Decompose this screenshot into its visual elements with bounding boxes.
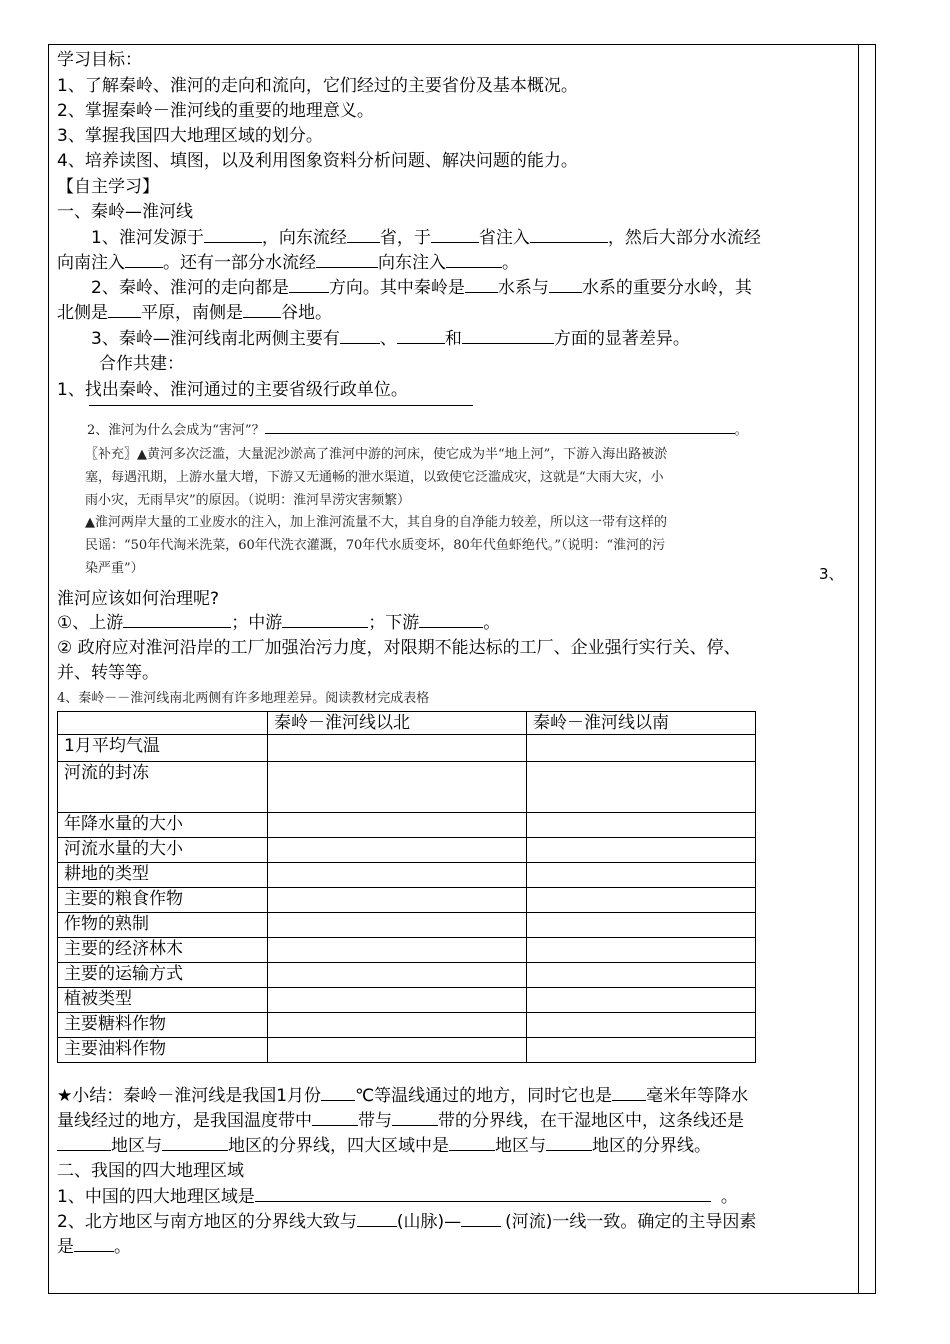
self-study-heading: 【自主学习】 (57, 177, 159, 197)
table-row (58, 988, 756, 1013)
section2-q2-line2: 是 。 (57, 1237, 131, 1257)
blank[interactable] (289, 276, 329, 293)
summary-line-1: ★小结：秦岭－淮河线是我国1月份 ℃等温线通过的地方，同时它也是 毫米年等降水 (57, 1086, 749, 1106)
answer-cell[interactable] (527, 863, 756, 888)
table-row (58, 1013, 756, 1038)
table-row (58, 888, 756, 913)
comparison-table (57, 711, 756, 1063)
cooperate-q1: 1、找出秦岭、淮河通过的主要省级行政单位。 (57, 380, 408, 400)
row-label: 植被类型 (58, 988, 268, 1013)
section2-title: 二、我国的四大地理区域 (57, 1161, 244, 1181)
blank[interactable] (312, 1109, 358, 1126)
table-row (58, 963, 756, 988)
answer-cell[interactable] (268, 813, 527, 838)
blank[interactable] (340, 327, 380, 344)
answer-cell[interactable] (527, 1038, 756, 1063)
table-header-cell (58, 712, 268, 735)
supplement-line-6: 染严重”） (85, 561, 144, 576)
answer-cell[interactable] (268, 1013, 527, 1038)
table-row (58, 838, 756, 863)
blank[interactable] (204, 226, 262, 243)
row-label: 主要糖料作物 (58, 1013, 268, 1038)
blank[interactable] (162, 1134, 228, 1151)
blank[interactable] (462, 327, 554, 344)
table-header-row (58, 712, 756, 735)
blank[interactable] (431, 226, 479, 243)
summary-line-3: 地区与 地区的分界线，四大区域中是 地区与 地区的分界线。 (57, 1134, 711, 1158)
row-label: 作物的熟制 (58, 913, 268, 938)
answer-cell[interactable] (527, 735, 756, 762)
blank[interactable] (549, 276, 582, 293)
cooperate-q3-2: ② 政府应对淮河沿岸的工厂加强治污力度，对限期不能达标的工厂、企业强行实行关、停、 (57, 638, 741, 658)
answer-cell[interactable] (268, 762, 527, 813)
blank[interactable] (546, 1134, 592, 1151)
cooperate-q3-2-cont: 并、转等等。 (57, 663, 159, 683)
row-label: 主要油料作物 (58, 1038, 268, 1063)
objective-3: 3、掌握我国四大地理区域的划分。 (57, 126, 323, 146)
answer-line[interactable] (89, 405, 473, 406)
cooperate-q3: 淮河应该如何治理呢? (57, 589, 220, 609)
row-label: 年降水量的大小 (58, 813, 268, 838)
answer-cell[interactable] (268, 863, 527, 888)
blank[interactable] (321, 1084, 355, 1101)
table-row (58, 1038, 756, 1063)
row-label: 主要的运输方式 (58, 963, 268, 988)
section2-q1: 1、中国的四大地理区域是 。 (57, 1187, 738, 1207)
blank[interactable] (74, 1235, 114, 1252)
table-row (58, 913, 756, 938)
answer-cell[interactable] (527, 888, 756, 913)
blank[interactable] (123, 611, 231, 628)
answer-cell[interactable] (268, 913, 527, 938)
answer-cell[interactable] (268, 963, 527, 988)
table-row (58, 813, 756, 838)
blank[interactable] (357, 1210, 397, 1227)
cooperate-title: 合作共建： (99, 354, 184, 374)
answer-cell[interactable] (268, 938, 527, 963)
table-row (58, 938, 756, 963)
answer-cell[interactable] (527, 938, 756, 963)
answer-cell[interactable] (527, 1013, 756, 1038)
section1-q1-line1: 1、淮河发源于 ，向东流经 省，于 省注入 ，然后大部分水流经 (91, 228, 761, 248)
table-row (58, 863, 756, 888)
section1-q1-line2: 向南注入 。还有一部分水流经 向东注入 。 (57, 253, 519, 273)
answer-cell[interactable] (268, 888, 527, 913)
section2-q2-line1: 2、北方地区与南方地区的分界线大致与 (山脉)— (河流)一线一致。确定的主导因素 (57, 1212, 757, 1232)
blank[interactable] (392, 1109, 438, 1126)
table-row (58, 762, 756, 813)
row-label: 耕地的类型 (58, 863, 268, 888)
section1-q3: 3、秦岭—淮河线南北两侧主要有 、 和 方面的显著差异。 (91, 329, 690, 349)
section1-title: 一、秦岭—淮河线 (57, 202, 193, 222)
blank[interactable] (446, 251, 502, 268)
objective-2: 2、掌握秦岭－淮河线的重要的地理意义。 (57, 101, 374, 121)
answer-cell[interactable] (527, 813, 756, 838)
blank[interactable] (265, 420, 735, 434)
answer-cell[interactable] (268, 838, 527, 863)
blank[interactable] (57, 1134, 111, 1151)
cooperate-q2: 2、淮河为什么会成为“害河”？ 。 (87, 420, 748, 442)
answer-cell[interactable] (268, 1038, 527, 1063)
blank[interactable] (282, 611, 368, 628)
supplement-line-5: 民谣：“50年代淘米洗菜，60年代洗衣灌溉，70年代水质变坏，80年代鱼虾绝代。”（说明：“淮河的污 (85, 538, 666, 553)
supplement-line-1: 〖补充〗▲黄河多次泛滥，大量泥沙淤高了淮河中游的河床，使它成为半“地上河”，下游入海出路被淤 (85, 447, 668, 462)
margin-column-line (858, 44, 859, 1294)
blank[interactable] (316, 251, 378, 268)
blank[interactable] (347, 226, 380, 243)
cooperate-q3-1: ①、上游 ；中游 ；下游 。 (57, 613, 501, 633)
row-label: 主要的粮食作物 (58, 888, 268, 913)
blank[interactable] (397, 327, 445, 344)
answer-cell[interactable] (268, 735, 527, 762)
answer-cell[interactable] (527, 963, 756, 988)
supplement-line-3: 雨小灾，无雨旱灾”的原因。（说明：淮河旱涝灾害频繁） (85, 493, 411, 508)
row-label: 1月平均气温 (58, 735, 268, 762)
supplement-line-4: ▲淮河两岸大量的工业废水的注入，加上淮河流量不大，其自身的自净能力较差，所以这一带有这样的 (85, 515, 667, 530)
blank[interactable] (419, 611, 483, 628)
row-label: 主要的经济林木 (58, 938, 268, 963)
objectives-title: 学习目标： (57, 50, 142, 70)
section1-q2-line1: 2、秦岭、淮河的走向都是 方向。其中秦岭是 水系与 水系的重要分水岭，其 (91, 278, 752, 298)
cooperate-q3-number: 3、 (819, 565, 844, 583)
blank[interactable] (108, 301, 141, 318)
section1-q2-line2: 北侧是 平原，南侧是 谷地。 (57, 303, 332, 323)
answer-cell[interactable] (527, 913, 756, 938)
table-header-north: 秦岭－淮河线以北 (268, 712, 527, 735)
answer-cell[interactable] (527, 762, 756, 813)
blank[interactable] (125, 251, 163, 268)
blank[interactable] (465, 276, 498, 293)
supplement-line-2: 塞，每遇汛期，上游水量大增，下游又无通畅的泄水渠道，以致使它泛滥成灾，这就是“大雨大灾，小 (85, 470, 664, 485)
blank[interactable] (243, 301, 281, 318)
row-label: 河流水量的大小 (58, 838, 268, 863)
summary-line-2: 量线经过的地方，是我国温度带中 带与 带的分界线，在干湿地区中，这条线还是 (57, 1111, 744, 1131)
cooperate-q4: 4、秦岭－－淮河线南北两侧有许多地理差异。阅读教材完成表格 (57, 691, 430, 706)
blank[interactable] (449, 1134, 495, 1151)
answer-cell[interactable] (527, 988, 756, 1013)
blank[interactable] (612, 1084, 646, 1101)
objective-1: 1、了解秦岭、淮河的走向和流向，它们经过的主要省份及基本概况。 (57, 76, 578, 96)
table-row (58, 735, 756, 762)
objective-4: 4、培养读图、填图，以及利用图象资料分析问题、解决问题的能力。 (57, 151, 578, 171)
table-header-south: 秦岭－淮河线以南 (527, 712, 756, 735)
blank[interactable] (255, 1185, 711, 1202)
row-label: 河流的封冻 (58, 762, 268, 813)
blank[interactable] (461, 1210, 501, 1227)
answer-cell[interactable] (268, 988, 527, 1013)
blank[interactable] (530, 226, 608, 243)
answer-cell[interactable] (527, 838, 756, 863)
